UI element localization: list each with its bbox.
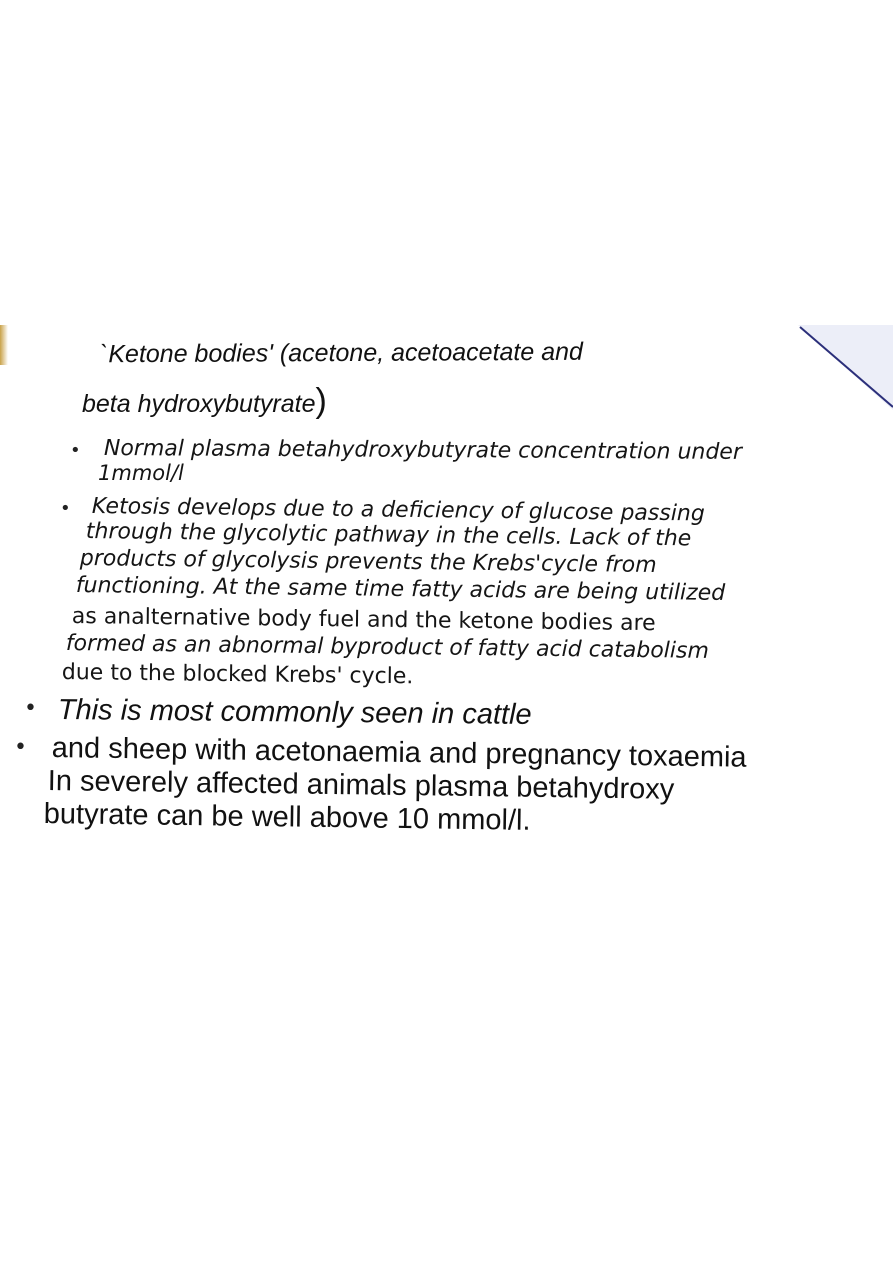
- bullet-2-line-4: functioning. At the same time fatty acids are being utilized: [75, 573, 726, 606]
- heading-line-2-text: beta hydroxybutyrate: [82, 390, 316, 418]
- bullet-2-line-2: through the glycolytic pathway in the cells. Lack of the: [85, 519, 692, 552]
- bullet-3-marker: •: [24, 696, 37, 721]
- heading-line-2-paren: ): [315, 382, 327, 420]
- bullet-4-marker: •: [14, 735, 27, 760]
- bullet-1-marker: •: [70, 440, 81, 461]
- bullet-4-line-2: In severely affected animals plasma betahydroxy: [47, 765, 675, 806]
- heading-line-1: [100, 338, 583, 370]
- bullet-4-line-3: butyrate can be well above 10 mmol/l.: [43, 798, 531, 837]
- corner-decoration: [798, 325, 893, 410]
- bullet-2-line-5: as analternative body fuel and the ketone bodies are: [71, 604, 656, 637]
- bullet-1-line-1: Normal plasma betahydroxybutyrate concentration under: [103, 436, 743, 465]
- bullet-3-line-1: This is most commonly seen in cattle: [57, 694, 532, 731]
- bullet-2-line-6: formed as an abnormal byproduct of fatty acid catabolism: [65, 631, 710, 664]
- bullet-1-line-2: 1mmol/l: [98, 461, 184, 485]
- heading-line-1-text: `Ketone bodies' (acetone, acetoacetate and: [99, 337, 583, 369]
- bullet-2-line-3: products of glycolysis prevents the Krebs'cycle from: [79, 546, 657, 579]
- bullet-2-marker: •: [60, 498, 71, 519]
- bullet-4-line-1: and sheep with acetonaemia and pregnancy toxaemia: [51, 732, 747, 774]
- bullet-2-line-1: Ketosis develops due to a deficiency of glucose passing: [91, 494, 705, 527]
- bullet-2-line-7: due to the blocked Krebs' cycle.: [61, 660, 414, 690]
- slide-left-edge: [0, 325, 8, 365]
- heading-line-2: [82, 382, 327, 421]
